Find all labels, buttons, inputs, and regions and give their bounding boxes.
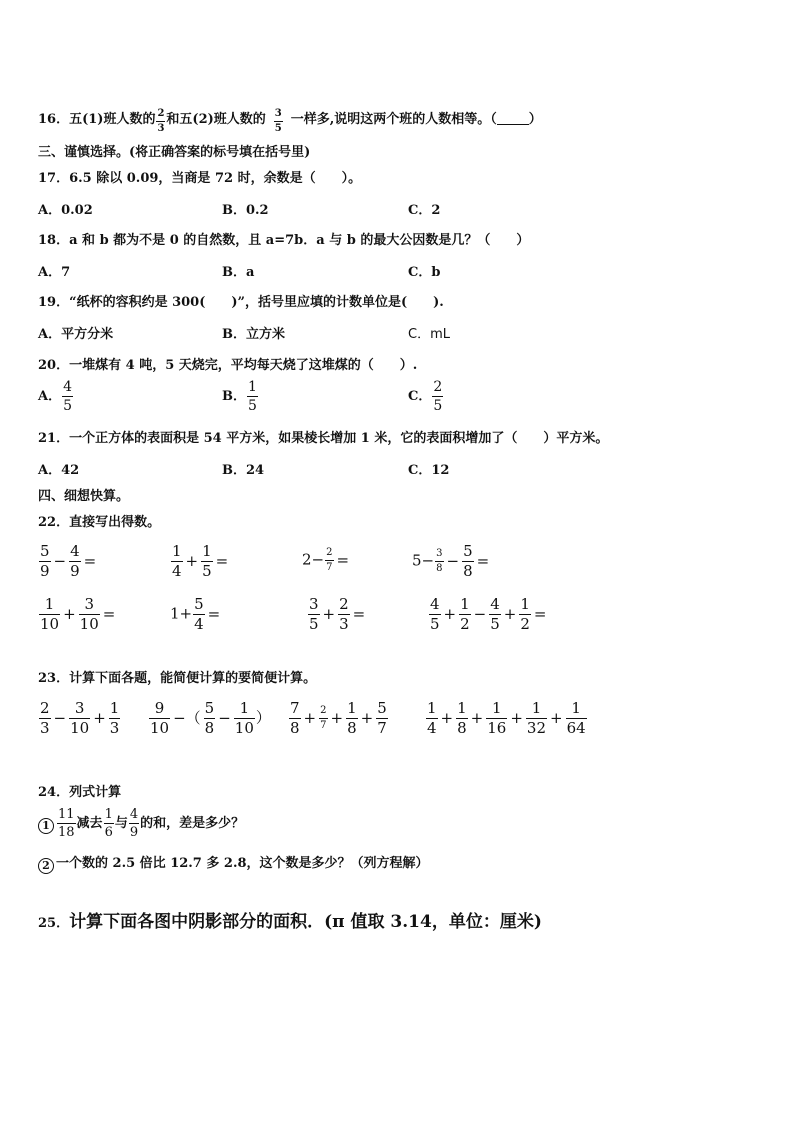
option-c[interactable]: C．mL	[408, 327, 450, 342]
expression: 5− $\frac{3}{8}$ − $\frac{5}{8}$ =	[412, 542, 490, 580]
expression: $\frac{5}{9}$ − $\frac{4}{9}$ =	[40, 542, 97, 580]
expression: $\frac{4}{5}$ + $\frac{1}{2}$ − $\frac{4}{5}$ + $\frac{1}{2}$ =	[430, 595, 547, 633]
expression: $\frac{9}{10}$ −（ $\frac{5}{8}$ − $\frac{1}{10}$ ）	[150, 699, 271, 737]
expression: $\frac{1}{10}$ + $\frac{3}{10}$ =	[40, 595, 116, 633]
option-a[interactable]: A．7	[38, 265, 71, 280]
option-a[interactable]: A．42	[38, 463, 80, 478]
option-c[interactable]: C．2	[408, 203, 441, 218]
option-b[interactable]: B．a	[222, 265, 255, 280]
fraction: $\frac{4}{5}$	[63, 379, 73, 414]
expression: 2− $\frac{2}{7}$ =	[302, 547, 350, 573]
answer-blank[interactable]	[497, 112, 529, 125]
question-16: 16．五(1)班人数的 $\frac{2}{3}$ 和五(2)班人数的 $\frac{3}{5}$ 一样多,说明这两个班的人数相等。（ ）	[38, 108, 542, 134]
expression: $\frac{2}{3}$ − $\frac{3}{10}$ + $\frac{1}{3}$	[40, 699, 120, 737]
question-17: 17．6.5 除以 0.09，当商是 72 时，余数是（ ）。	[38, 171, 362, 186]
expression: $\frac{1}{4}$ + $\frac{1}{8}$ + $\frac{1}{16}$ + $\frac{1}{32}$ + $\frac{1}{64}$	[427, 699, 586, 737]
circled-number: 1	[38, 818, 54, 834]
option-b[interactable]: B．0.2	[222, 203, 269, 218]
question-18: 18．a 和 b 都为不是 0 的自然数，且 a=7b．a 与 b 的最大公因数是几？（ ）	[38, 233, 530, 248]
option-b[interactable]: B． $\frac{1}{5}$	[222, 379, 257, 414]
fraction: $\frac{2}{3}$	[157, 108, 165, 134]
option-b[interactable]: B．立方米	[222, 327, 285, 342]
option-b[interactable]: B．24	[222, 463, 265, 478]
section-heading: 三、谨慎选择。(将正确答案的标号填在括号里)	[38, 145, 311, 160]
option-c[interactable]: C．b	[408, 265, 441, 280]
circled-number: 2	[38, 858, 54, 874]
question-21: 21．一个正方体的表面积是 54 平方米，如果棱长增加 1 米，它的表面积增加了（ ）平方米。	[38, 431, 609, 446]
fraction: $\frac{2}{5}$	[433, 379, 443, 414]
sub-question-1: 1 $\frac{11}{18}$ 减去 $\frac{1}{6}$ 与 $\frac{4}{9}$ 的和，差是多少？	[38, 808, 244, 839]
question-19: 19．“纸杯的容积约是 300( )”，括号里应填的计数单位是( ).	[38, 295, 444, 310]
option-a[interactable]: A． $\frac{4}{5}$	[38, 379, 73, 414]
section-heading: 四、细想快算。	[38, 489, 130, 504]
expression: $\frac{1}{4}$ + $\frac{1}{5}$ =	[172, 542, 229, 580]
expression: $\frac{7}{8}$ + $\frac{2}{7}$ + $\frac{1}{8}$ + $\frac{5}{7}$	[290, 699, 387, 737]
sub-question-2: 2 一个数的 2.5 倍比 12.7 多 2.8，这个数是多少？（列方程解）	[38, 852, 429, 874]
expression: $\frac{3}{5}$ + $\frac{2}{3}$ =	[309, 595, 366, 633]
fraction: $\frac{3}{5}$	[274, 108, 282, 134]
question-24: 24．列式计算	[38, 785, 122, 800]
question-20: 20．一堆煤有 4 吨，5 天烧完，平均每天烧了这堆煤的（ ）.	[38, 358, 418, 373]
option-a[interactable]: A．平方分米	[38, 327, 114, 342]
option-c[interactable]: C． $\frac{2}{5}$	[408, 379, 443, 414]
expression: 1+ $\frac{5}{4}$ =	[170, 595, 221, 633]
option-c[interactable]: C．12	[408, 463, 450, 478]
question-25: 25．计算下面各图中阴影部分的面积．(π 值取 3.14，单位：厘米)	[38, 912, 542, 932]
question-23: 23．计算下面各题，能简便计算的要简便计算。	[38, 671, 317, 686]
option-a[interactable]: A．0.02	[38, 203, 93, 218]
fraction: $\frac{1}{5}$	[248, 379, 257, 414]
question-22: 22．直接写出得数。	[38, 515, 161, 530]
